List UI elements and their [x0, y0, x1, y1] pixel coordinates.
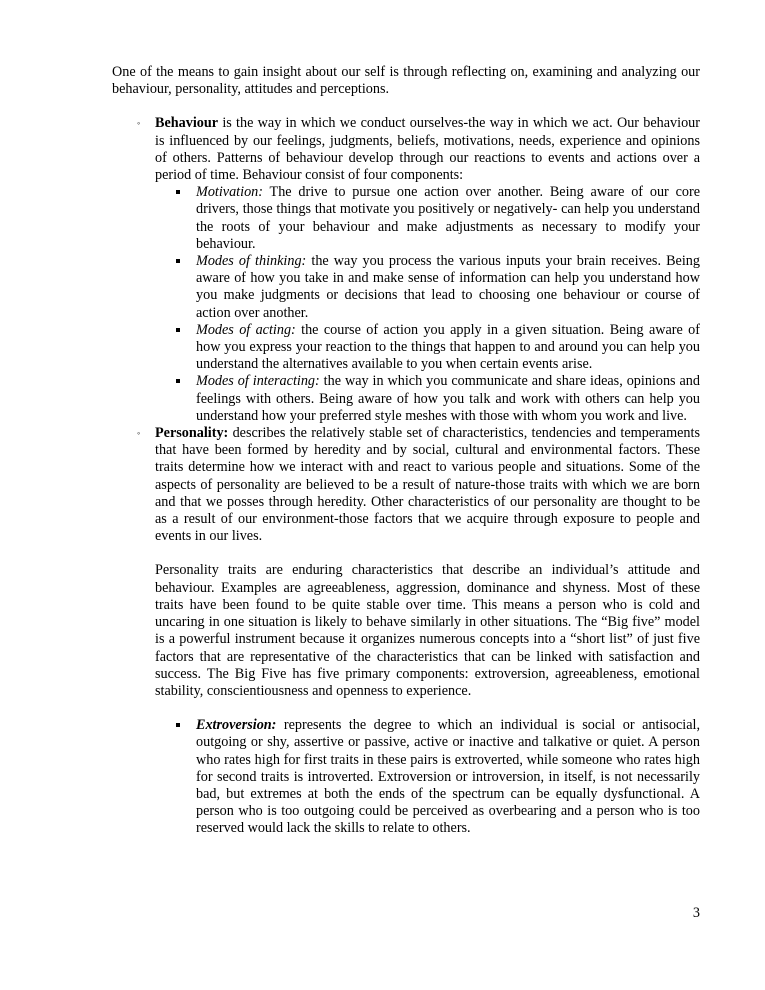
- motivation-text: [196, 184, 700, 253]
- extroversion-body-text: represents the degree to which an individual is social or antisocial, outgoing or shy, assertive or passive, active or inactive and talkative or quiet. A person who rates high for first traits in these pairs is extroverted, while someone who rates high for second traits is introverted. Extroversion or introversion, in itself, is not necessarily bad, but extremes at both the ends of the spectrum can be equally dysfunctional. A person who is too outgoing could be perceived as overbearing and a person who is too reserved would lack the skills to relate to others.: [196, 717, 700, 837]
- modes-of-thinking-text: [196, 253, 700, 322]
- square-bullet-icon: [176, 328, 180, 332]
- list-item-extroversion: [196, 717, 700, 837]
- hollow-circle-bullet-icon: ◦: [137, 118, 141, 129]
- list-item-modes-of-thinking: [196, 253, 700, 322]
- list-item-modes-of-acting: [196, 322, 700, 374]
- modes-of-thinking-body-text: the way you process the various inputs your brain receives. Being aware of how you take in and make sense of information can help you understand how you make judgments or decisions that lead to choosing one behaviour or course of action over another.: [196, 253, 700, 321]
- modes-of-thinking-lead-label: Modes of thinking:: [196, 253, 307, 270]
- personality-body-text: describes the relatively stable set of characteristics, tendencies and temperaments that have been formed by heredity and by social, cultural and environmental factors. These traits determine how we interact with and react to various people and situations. Some of the aspects of personality are believed to be a result of nature-those traits with which we are born and that we posses through heredity. Other characteristics of our personality are thought to be as a result of our environment-those factors that we acquire through exposure to people and events in our lives.: [155, 425, 700, 545]
- paragraph-spacer: [155, 700, 700, 717]
- extroversion-lead-label: Extroversion:: [196, 717, 277, 734]
- behaviour-text: [155, 115, 700, 184]
- square-bullet-icon: [176, 190, 180, 194]
- list-item-personality: [137, 425, 700, 837]
- square-bullet-icon: [176, 723, 180, 727]
- modes-of-acting-lead-label: Modes of acting:: [196, 321, 296, 338]
- behaviour-body-text: is the way in which we conduct ourselves-the way in which we act. Our behaviour is influenced by our feelings, judgments, beliefs, motivations, needs, experience and opinions of others. Patterns of behaviour develop through our reactions to events and actions over a period of time. Behaviour consist of four components:: [155, 115, 700, 184]
- personality-lead-label: Personality:: [155, 425, 229, 442]
- square-bullet-icon: [176, 259, 180, 263]
- list-item-behaviour: [137, 115, 701, 425]
- modes-of-acting-text: [196, 322, 700, 374]
- list-item-modes-of-interacting: [196, 373, 700, 425]
- modes-of-interacting-lead-label: Modes of interacting:: [196, 373, 320, 390]
- square-bullet-icon: [176, 379, 180, 383]
- intro-paragraph: One of the means to gain insight about our self is through reflecting on, examining and analyzing our behaviour, personality, attitudes and perceptions.: [112, 64, 700, 98]
- personality-text: [155, 425, 700, 545]
- paragraph-spacer: [155, 545, 700, 562]
- modes-of-acting-body-text: the course of action you apply in a given situation. Being aware of how you express your reaction to the things that happen to and around you can help you understand the alternatives available to you when certain events arise.: [196, 321, 701, 373]
- modes-of-interacting-body-text: the way in which you communicate and share ideas, opinions and feelings with others. Being aware of how you talk and work with others can help you understand how your preferred style meshes with those with whom you work and live.: [196, 373, 700, 424]
- motivation-body-text: The drive to pursue one action over another. Being aware of our core drivers, those things that motivate you positively or negatively- can help you understand the roots of your behaviour and make adjustments as necessary to modify your behaviour.: [196, 184, 700, 252]
- list-item-motivation: [196, 184, 700, 253]
- hollow-circle-bullet-icon: ◦: [137, 428, 141, 439]
- modes-of-interacting-text: [196, 373, 700, 425]
- extroversion-text: [196, 717, 700, 837]
- behaviour-lead-label: Behaviour: [155, 115, 219, 132]
- page-content: [112, 64, 700, 838]
- personality-traits-paragraph: Personality traits are enduring characteristics that describe an individual’s attitude and behaviour. Examples are agreeableness, aggression, dominance and shyness. Most of these traits have been found to be quite stable over time. This means a person who is cold and uncaring in one situation is likely to behave similarly in other situations. The “Big five” model is a powerful instrument because it organizes numerous concepts into a “short list” of just five factors that are representative of the characteristics that can be linked with satisfaction and success. The Big Five has five primary components: extroversion, agreeableness, emotional stability, conscientiousness and openness to experience.: [155, 562, 700, 699]
- motivation-lead-label: Motivation:: [196, 184, 263, 201]
- page-number: 3: [692, 905, 700, 921]
- big-five-factors-list: [155, 717, 700, 837]
- behaviour-components-list: [155, 184, 700, 425]
